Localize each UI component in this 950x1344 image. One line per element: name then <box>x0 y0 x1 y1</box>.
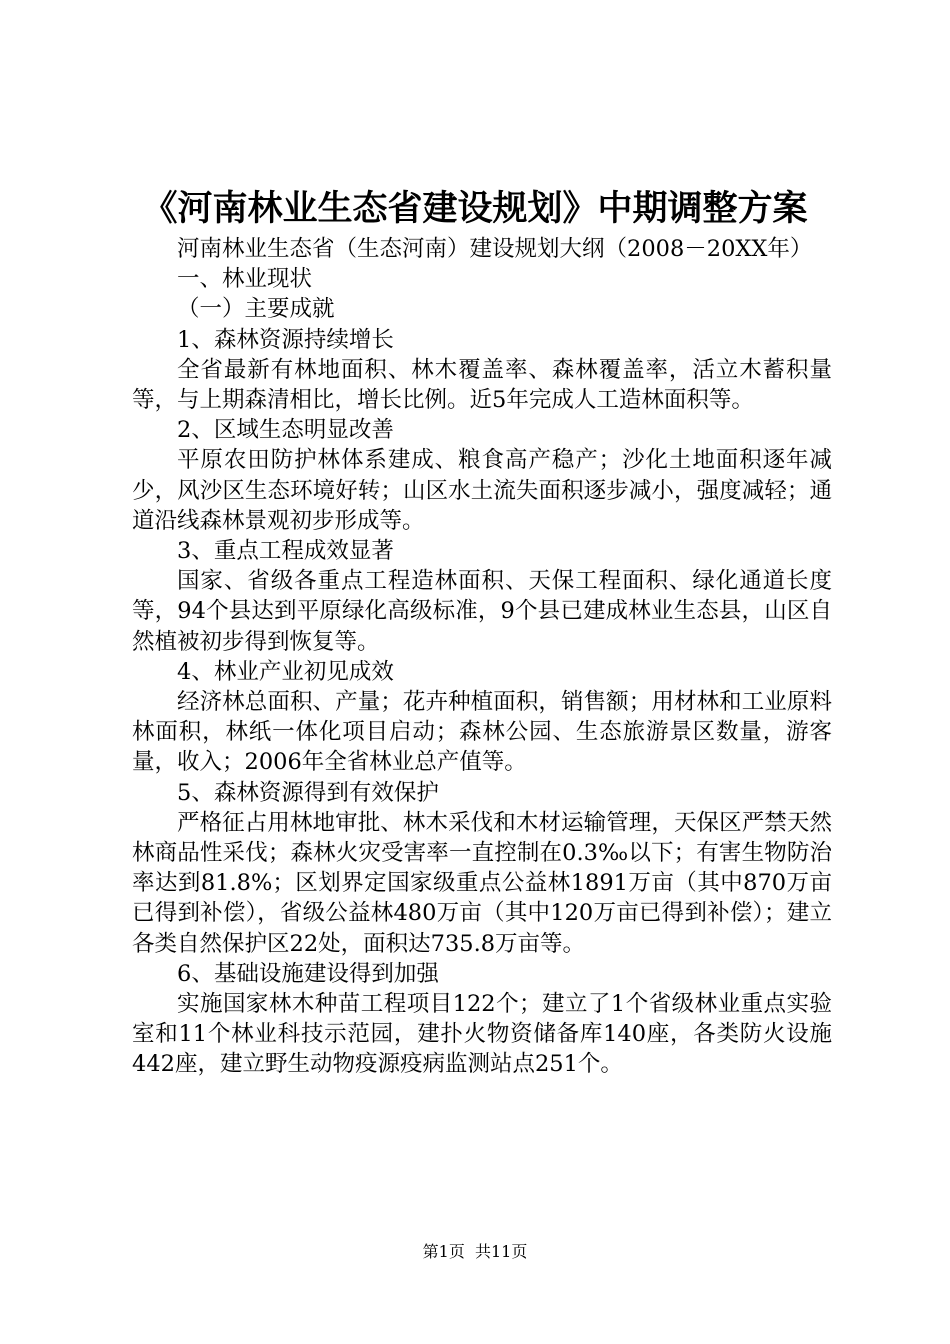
paragraph-item-5: 严格征占用林地审批、林木采伐和木材运输管理，天保区严禁天然林商品性采伐；森林火灾受害率一直控制在0.3‰以下；有害生物防治率达到81.8%；区划界定国家级重点公益林1891万亩（其中870万亩已得到补偿），省级公益林480万亩（其中120万亩已得到补偿）；建立各类自然保护区22处，面积达735.8万亩等。 <box>132 809 832 957</box>
paragraph-item-6: 实施国家林木种苗工程项目122个；建立了1个省级林业重点实验室和11个林业科技示范园，建扑火物资储备库140座，各类防火设施442座，建立野生动物疫源疫病监测站点251个。 <box>132 991 832 1078</box>
heading-item-3: 3、重点工程成效显著 <box>177 538 394 565</box>
paragraph-subtitle: 河南林业生态省（生态河南）建设规划大纲（2008－20XX年） <box>177 236 813 262</box>
heading-section-1: 一、林业现状 <box>177 266 313 293</box>
heading-item-4: 4、林业产业初见成效 <box>177 658 394 685</box>
heading-subsection-1: （一）主要成就 <box>177 296 335 323</box>
heading-item-5: 5、森林资源得到有效保护 <box>177 779 439 806</box>
document-body <box>132 234 832 1080</box>
paragraph-item-2: 平原农田防护林体系建成、粮食高产稳产；沙化土地面积逐年减少，风沙区生态环境好转；山区水土流失面积逐步减小，强度减轻；通道沿线森林景观初步形成等。 <box>132 447 832 534</box>
paragraph-item-1: 全省最新有林地面积、林木覆盖率、森林覆盖率，活立木蓄积量等，与上期森清相比，增长比例。近5年完成人工造林面积等。 <box>132 356 832 414</box>
paragraph-item-3: 国家、省级各重点工程造林面积、天保工程面积、绿化通道长度等，94个县达到平原绿化高级标准，9个县已建成林业生态县，山区自然植被初步得到恢复等。 <box>132 568 832 655</box>
heading-item-6: 6、基础设施建设得到加强 <box>177 960 439 987</box>
heading-item-2: 2、区域生态明显改善 <box>177 417 394 444</box>
document-title: 《河南林业生态省建设规划》中期调整方案 <box>142 188 808 229</box>
page-number: 第1页 共11页 <box>422 1242 528 1261</box>
heading-item-1: 1、森林资源持续增长 <box>177 326 394 353</box>
paragraph-item-4: 经济林总面积、产量；花卉种植面积，销售额；用材林和工业原料林面积，林纸一体化项目启动；森林公园、生态旅游景区数量，游客量，收入；2006年全省林业总产值等。 <box>132 689 832 776</box>
